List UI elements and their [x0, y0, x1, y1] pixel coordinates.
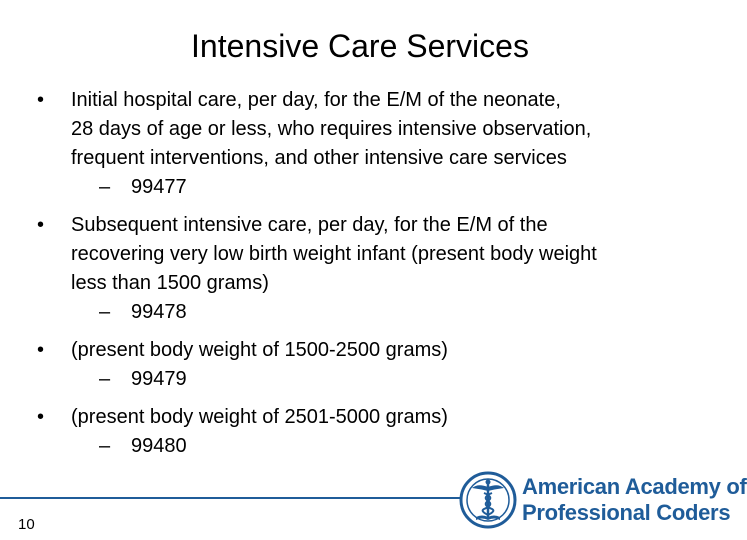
sub-bullet-code	[99, 365, 720, 394]
cpt-code: 99478	[131, 301, 187, 323]
cpt-code: 99480	[131, 435, 187, 457]
sub-bullet-code	[99, 173, 720, 202]
sub-bullet-marker: –	[99, 368, 111, 390]
caduceus-seal-icon	[458, 470, 518, 530]
slide-title: Intensive Care Services	[191, 28, 529, 64]
bullet-line: less than 1500 grams)	[71, 272, 269, 294]
sub-bullet-code	[99, 298, 720, 327]
bullet-line: (present body weight of 2501-5000 grams)	[71, 406, 448, 428]
cpt-code: 99477	[131, 176, 187, 198]
bullet-line: Initial hospital care, per day, for the E/M of the neonate,	[71, 89, 561, 111]
bullet-item	[37, 403, 680, 432]
bullet-line: (present body weight of 1500-2500 grams)	[71, 339, 448, 361]
sub-bullet-marker: –	[99, 176, 111, 198]
sub-bullet-code	[99, 432, 720, 461]
bullet-marker: •	[37, 406, 45, 428]
bullet-item	[37, 336, 680, 365]
bullet-line: frequent interventions, and other intensive care services	[71, 147, 567, 169]
bullet-line: Subsequent intensive care, per day, for the E/M of the	[71, 214, 548, 236]
bullet-marker: •	[37, 339, 45, 361]
page-number: 10	[18, 516, 35, 533]
aapc-logo	[458, 470, 747, 530]
bullet-marker: •	[37, 89, 45, 111]
cpt-code: 99479	[131, 368, 187, 390]
bullet-item	[37, 86, 680, 173]
sub-bullet-marker: –	[99, 435, 111, 457]
bullet-line: recovering very low birth weight infant (present body weight	[71, 243, 597, 265]
sub-bullet-marker: –	[99, 301, 111, 323]
bullet-item	[37, 211, 680, 298]
footer-divider	[0, 497, 460, 499]
logo-wordmark	[522, 474, 747, 526]
bullet-marker: •	[37, 214, 45, 236]
bullet-list	[0, 86, 720, 470]
bullet-line: 28 days of age or less, who requires intensive observation,	[71, 118, 592, 140]
logo-line-1: American Academy of	[522, 474, 747, 499]
logo-line-2: Professional Coders	[522, 500, 731, 525]
